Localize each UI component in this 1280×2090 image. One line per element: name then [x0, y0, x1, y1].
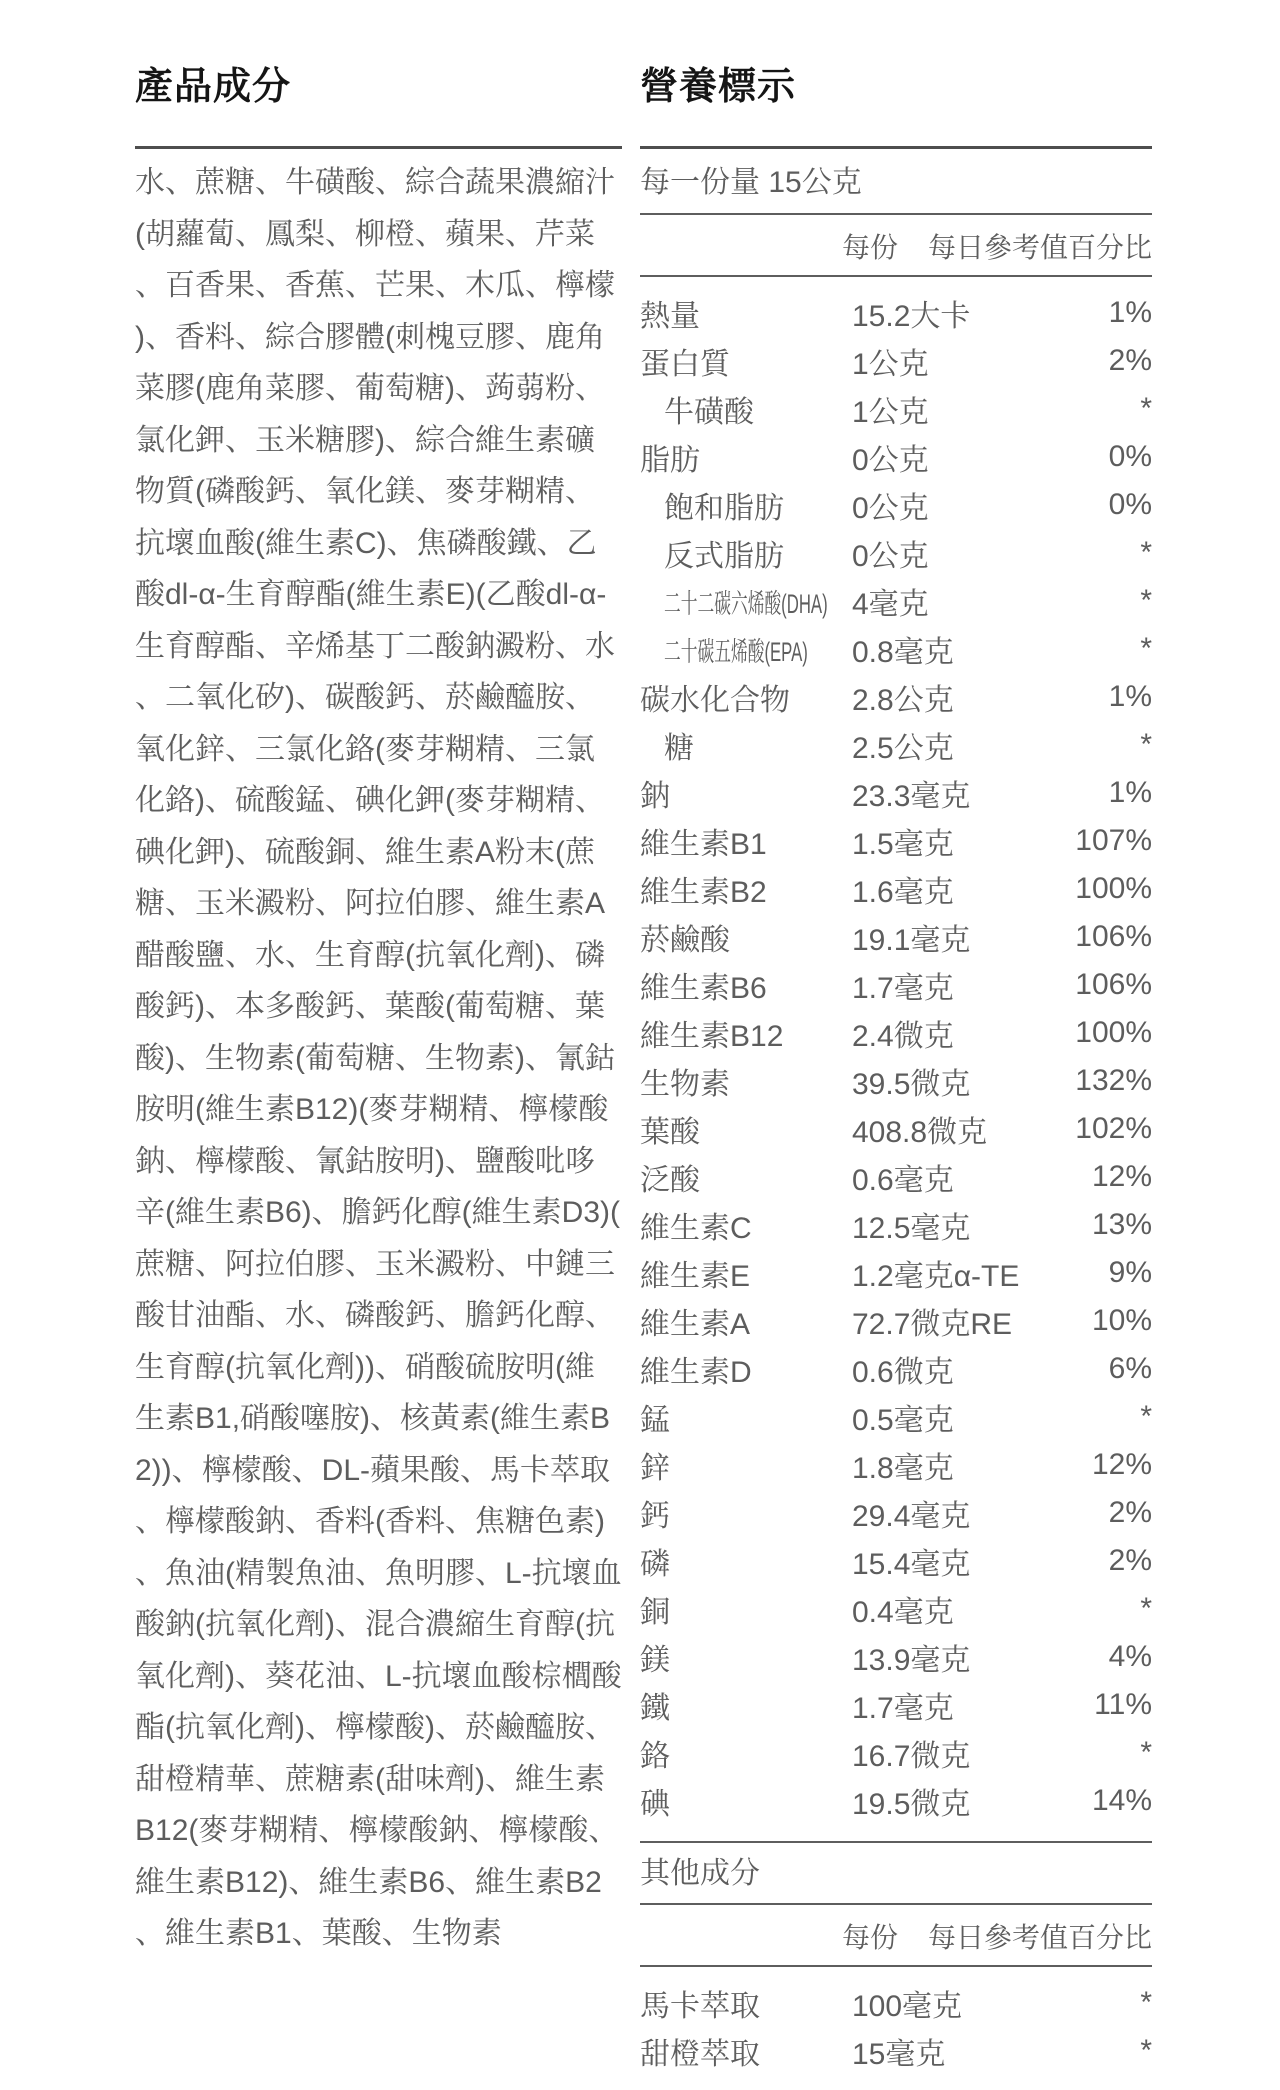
nutrient-label: 維生素B12	[640, 1020, 784, 1053]
nutrient-label: 磷	[640, 1548, 670, 1581]
nutrient-label: 二十碳五烯酸(EPA)	[664, 636, 808, 667]
nutrient-daily-value: *	[1140, 584, 1152, 617]
nutrition-row	[640, 1393, 1152, 1441]
nutrient-label: 泛酸	[640, 1164, 700, 1197]
nutrition-row	[640, 1441, 1152, 1489]
ingredients-section	[135, 0, 622, 1960]
nutrient-label: 糖	[664, 732, 694, 765]
nutrient-daily-value: 13%	[1091, 1208, 1152, 1241]
nutrient-daily-value: 12%	[1091, 1160, 1152, 1193]
nutrient-label: 蛋白質	[640, 348, 730, 381]
nutrient-label: 維生素B2	[640, 876, 767, 909]
nutrient-daily-value: 1%	[1108, 680, 1152, 713]
other-column-header	[640, 1905, 1152, 1965]
nutrient-label: 葉酸	[640, 1116, 700, 1149]
nutrition-row	[640, 1633, 1152, 1681]
nutrient-label: 牛磺酸	[664, 396, 754, 429]
nutrient-amount: 0公克	[852, 444, 929, 477]
nutrient-daily-value: *	[1140, 1400, 1152, 1433]
nutrient-amount: 16.7微克	[852, 1740, 971, 1773]
nutrition-row	[640, 1729, 1152, 1777]
nutrient-label: 鈣	[640, 1500, 670, 1533]
nutrition-row	[640, 913, 1152, 961]
nutrition-row	[640, 673, 1152, 721]
column-header-daily-value: 每日參考值百分比	[927, 232, 1152, 263]
nutrient-amount: 72.7微克RE	[852, 1308, 1013, 1341]
nutrition-row	[640, 1249, 1152, 1297]
column-header-per-serving: 每份	[841, 232, 898, 263]
nutrient-amount: 100毫克	[852, 1990, 963, 2023]
nutrient-label: 銅	[640, 1596, 670, 1629]
nutrient-label: 生物素	[640, 1068, 730, 1101]
nutrient-amount: 23.3毫克	[852, 780, 971, 813]
nutrient-amount: 0公克	[852, 540, 929, 573]
nutrient-label: 維生素E	[640, 1260, 751, 1293]
nutrient-label: 熱量	[640, 300, 700, 333]
nutrition-row	[640, 1537, 1152, 1585]
ingredients-title-divider	[135, 146, 622, 149]
nutrient-daily-value: *	[1140, 1592, 1152, 1625]
nutrition-row	[640, 1297, 1152, 1345]
nutrient-amount: 15毫克	[852, 2038, 946, 2071]
nutrient-daily-value: 2%	[1108, 1496, 1152, 1529]
nutrient-daily-value: 0%	[1108, 488, 1152, 521]
nutrition-row	[640, 1057, 1152, 1105]
nutrition-row	[640, 481, 1152, 529]
nutrient-amount: 1公克	[852, 396, 929, 429]
column-header-daily-value: 每日參考值百分比	[927, 1922, 1152, 1953]
nutrient-amount: 408.8微克	[852, 1116, 988, 1149]
nutrient-amount: 19.5微克	[852, 1788, 971, 1821]
nutrient-daily-value: 9%	[1108, 1256, 1152, 1289]
nutrient-amount: 0.8毫克	[852, 636, 954, 669]
nutrient-amount: 1.5毫克	[852, 828, 954, 861]
nutrient-label: 維生素A	[640, 1308, 751, 1341]
nutrient-label: 鉻	[640, 1740, 670, 1773]
nutrient-daily-value: 106%	[1075, 920, 1152, 953]
nutrient-daily-value: 0%	[1108, 440, 1152, 473]
nutrition-row	[640, 433, 1152, 481]
nutrient-amount: 13.9毫克	[852, 1644, 971, 1677]
nutrient-amount: 39.5微克	[852, 1068, 971, 1101]
nutrient-amount: 1.6毫克	[852, 876, 954, 909]
ingredients-title: 產品成分	[135, 66, 292, 108]
nutrient-amount: 12.5毫克	[852, 1212, 971, 1245]
nutrient-amount: 0.6微克	[852, 1356, 954, 1389]
nutrient-daily-value: 100%	[1075, 1016, 1152, 1049]
other-ingredients-table	[640, 1967, 1152, 2075]
nutrient-label: 菸鹼酸	[640, 924, 730, 957]
nutrient-amount: 15.4毫克	[852, 1548, 971, 1581]
nutrition-row	[640, 817, 1152, 865]
nutrient-amount: 0.5毫克	[852, 1404, 954, 1437]
nutrient-daily-value: *	[1140, 728, 1152, 761]
nutrition-row	[640, 577, 1152, 625]
nutrient-amount: 4毫克	[852, 588, 929, 621]
nutrient-amount: 1.8毫克	[852, 1452, 954, 1485]
nutrient-amount: 1.2毫克α-TE	[852, 1260, 1020, 1293]
nutrition-title: 營養標示	[640, 66, 797, 108]
nutrient-label: 碘	[640, 1788, 670, 1821]
nutrition-row	[640, 1681, 1152, 1729]
nutrient-daily-value: *	[1140, 1986, 1152, 2019]
nutrient-daily-value: 102%	[1075, 1112, 1152, 1145]
nutrient-daily-value: 107%	[1075, 824, 1152, 857]
nutrient-daily-value: 11%	[1094, 1688, 1152, 1721]
nutrient-label: 飽和脂肪	[664, 492, 784, 525]
nutrition-row	[640, 625, 1152, 673]
nutrient-daily-value: 132%	[1075, 1064, 1152, 1097]
nutrient-amount: 0.4毫克	[852, 1596, 954, 1629]
column-header-per-serving: 每份	[841, 1922, 898, 1953]
nutrition-row	[640, 1585, 1152, 1633]
nutrient-daily-value: 1%	[1108, 776, 1152, 809]
nutrient-daily-value: 12%	[1091, 1448, 1152, 1481]
nutrition-row	[640, 1777, 1152, 1825]
nutrient-daily-value: 106%	[1075, 968, 1152, 1001]
nutrient-daily-value: *	[1140, 2034, 1152, 2067]
nutrient-amount: 19.1毫克	[852, 924, 971, 957]
nutrient-label: 鋅	[640, 1452, 670, 1485]
ingredients-text: 水、蔗糖、牛磺酸、綜合蔬果濃縮汁(胡蘿蔔、鳳梨、柳橙、蘋果、芹菜、百香果、香蕉、芒果、木瓜、檸檬)、香料、綜合膠體(刺槐豆膠、鹿角菜膠(鹿角菜膠、葡萄糖)、蒟蒻粉、氯化鉀、玉米糖膠)、綜合維生素礦物質(磷酸鈣、氧化鎂、麥芽糊精、抗壞血酸(維生素C)、焦磷酸鐵、乙酸dl-α-生育醇酯(維生素E)(乙酸dl-α-生育醇酯、辛烯基丁二酸鈉澱粉、水、二氧化矽)、碳酸鈣、菸鹼醯胺、氧化鋅、三氯化鉻(麥芽糊精、三氯化鉻)、硫酸錳、碘化鉀(麥芽糊精、碘化鉀)、硫酸銅、維生素A粉末(蔗糖、玉米澱粉、阿拉伯膠、維生素A醋酸鹽、水、生育醇(抗氧化劑)、磷酸鈣)、本多酸鈣、葉酸(葡萄糖、葉酸)、生物素(葡萄糖、生物素)、氰鈷胺明(維生素B12)(麥芽糊精、檸檬酸鈉、檸檬酸、氰鈷胺明)、鹽酸吡哆辛(維生素B6)、膽鈣化醇(維生素D3)(蔗糖、阿拉伯膠、玉米澱粉、中鏈三酸甘油酯、水、磷酸鈣、膽鈣化醇、生育醇(抗氧化劑))、硝酸硫胺明(維生素B1,硝酸噻胺)、核黃素(維生素B2))、檸檬酸、DL-蘋果酸、馬卡萃取、檸檬酸鈉、香料(香料、焦糖色素)、魚油(精製魚油、魚明膠、L-抗壞血酸鈉(抗氧化劑)、混合濃縮生育醇(抗氧化劑)、葵花油、L-抗壞血酸棕櫚酸酯(抗氧化劑)、檸檬酸)、菸鹼醯胺、甜橙精華、蔗糖素(甜味劑)、維生素B12(麥芽糊精、檸檬酸鈉、檸檬酸、維生素B12)、維生素B6、維生素B2、維生素B1、葉酸、生物素	[135, 166, 622, 1950]
nutrient-daily-value: 2%	[1108, 1544, 1152, 1577]
nutrient-label: 反式脂肪	[664, 540, 784, 573]
nutrition-row	[640, 769, 1152, 817]
nutrient-label: 馬卡萃取	[640, 1990, 760, 2023]
nutrient-amount: 0.6毫克	[852, 1164, 954, 1197]
nutrient-daily-value: *	[1140, 392, 1152, 425]
nutrient-amount: 1公克	[852, 348, 929, 381]
other-ingredients-title: 其他成分	[640, 1857, 760, 1890]
nutrient-daily-value: 4%	[1108, 1640, 1152, 1673]
nutrition-row	[640, 529, 1152, 577]
serving-size: 每一份量 15公克	[640, 166, 862, 199]
nutrition-table	[640, 277, 1152, 1825]
nutrition-row	[640, 337, 1152, 385]
nutrient-daily-value: *	[1140, 1736, 1152, 1769]
nutrient-daily-value: *	[1140, 536, 1152, 569]
nutrient-daily-value: *	[1140, 632, 1152, 665]
nutrition-row	[640, 865, 1152, 913]
nutrient-label: 鈉	[640, 780, 670, 813]
nutrient-amount: 1.7毫克	[852, 972, 954, 1005]
nutrition-row	[640, 1105, 1152, 1153]
nutrition-row	[640, 1153, 1152, 1201]
nutrition-row	[640, 1345, 1152, 1393]
nutrition-row	[640, 1201, 1152, 1249]
nutrition-section	[640, 0, 1152, 2075]
nutrient-daily-value: 1%	[1108, 296, 1152, 329]
nutrition-row	[640, 721, 1152, 769]
nutrient-label: 鐵	[640, 1692, 670, 1725]
nutrition-row	[640, 1979, 1152, 2027]
nutrient-label: 甜橙萃取	[640, 2038, 760, 2071]
nutrient-amount: 2.5公克	[852, 732, 954, 765]
nutrition-row	[640, 961, 1152, 1009]
nutrient-daily-value: 2%	[1108, 344, 1152, 377]
nutrient-amount: 0公克	[852, 492, 929, 525]
nutrition-row	[640, 289, 1152, 337]
nutrient-amount: 2.4微克	[852, 1020, 954, 1053]
nutrient-label: 碳水化合物	[640, 684, 790, 717]
nutrition-row	[640, 385, 1152, 433]
nutrient-label: 鎂	[640, 1644, 670, 1677]
nutrient-daily-value: 6%	[1108, 1352, 1152, 1385]
nutrient-amount: 15.2大卡	[852, 300, 971, 333]
nutrient-amount: 1.7毫克	[852, 1692, 954, 1725]
nutrient-daily-value: 14%	[1091, 1784, 1152, 1817]
nutrient-label: 維生素D	[640, 1356, 752, 1389]
nutrition-row	[640, 1489, 1152, 1537]
nutrient-daily-value: 10%	[1091, 1304, 1152, 1337]
nutrient-amount: 2.8公克	[852, 684, 954, 717]
nutrient-label: 維生素B1	[640, 828, 767, 861]
nutrient-amount: 29.4毫克	[852, 1500, 971, 1533]
nutrient-daily-value: 100%	[1075, 872, 1152, 905]
nutrient-label: 維生素C	[640, 1212, 752, 1245]
nutrition-column-header	[640, 215, 1152, 275]
nutrition-row	[640, 1009, 1152, 1057]
nutrition-row	[640, 2027, 1152, 2075]
nutrient-label: 錳	[640, 1404, 670, 1437]
nutrient-label: 脂肪	[640, 444, 700, 477]
nutrient-label: 維生素B6	[640, 972, 767, 1005]
nutrient-label: 二十二碳六烯酸(DHA)	[664, 588, 828, 619]
